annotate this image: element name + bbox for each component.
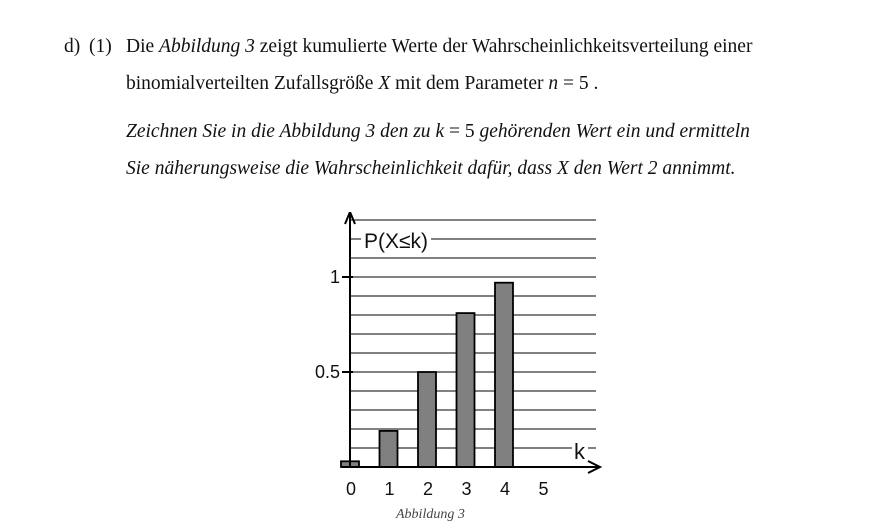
task-line-4: Sie näherungsweise die Wahrscheinlichkeit dafür, dass X den Wert 2 annimmt. <box>126 158 736 179</box>
figure-caption: Abbildung 3 <box>396 507 465 522</box>
bar-k-4 <box>495 283 513 467</box>
y-tick-label: 0.5 <box>314 362 340 382</box>
line2-pre: binomialverteilten Zufallsgröße <box>126 73 379 94</box>
random-variable: X <box>378 73 391 94</box>
line2-mid: mit dem Parameter <box>390 73 549 94</box>
line3-post: gehörenden Wert ein und ermitteln <box>474 121 750 142</box>
x-tick-label: 1 <box>384 479 395 499</box>
x-tick-label: 4 <box>499 479 511 499</box>
x-tick-label: 0 <box>345 479 357 499</box>
x-tick-label: 2 <box>422 479 434 499</box>
k-value: = 5 <box>444 121 475 142</box>
param-value: = 5 . <box>558 73 599 94</box>
param-n: n <box>548 73 559 94</box>
line1-pre: Die <box>126 36 160 57</box>
cumulative-distribution-chart <box>300 212 610 502</box>
y-tick-label: 1 <box>329 267 340 287</box>
x-axis-label: k <box>574 439 585 464</box>
k-symbol: k <box>435 121 445 142</box>
task-label-d: d) <box>64 36 81 57</box>
task-label-1: (1) <box>89 36 112 57</box>
task-line-2 <box>126 73 598 95</box>
chart-title: P(X≤k) <box>364 229 429 253</box>
bar-k-1 <box>380 431 398 467</box>
figure-reference: Abbildung 3 <box>159 36 255 57</box>
line1-post: zeigt kumulierte Werte der Wahrscheinlichkeitsverteilung einer <box>254 36 753 57</box>
bar-k-3 <box>457 313 475 467</box>
x-tick-label: 3 <box>461 479 472 499</box>
x-tick-label: 5 <box>538 479 549 499</box>
bar-k-2 <box>418 372 436 467</box>
task-line-3 <box>126 121 750 143</box>
task-line-1 <box>126 36 752 58</box>
line3-pre: Zeichnen Sie in die Abbildung 3 den zu <box>126 121 436 142</box>
